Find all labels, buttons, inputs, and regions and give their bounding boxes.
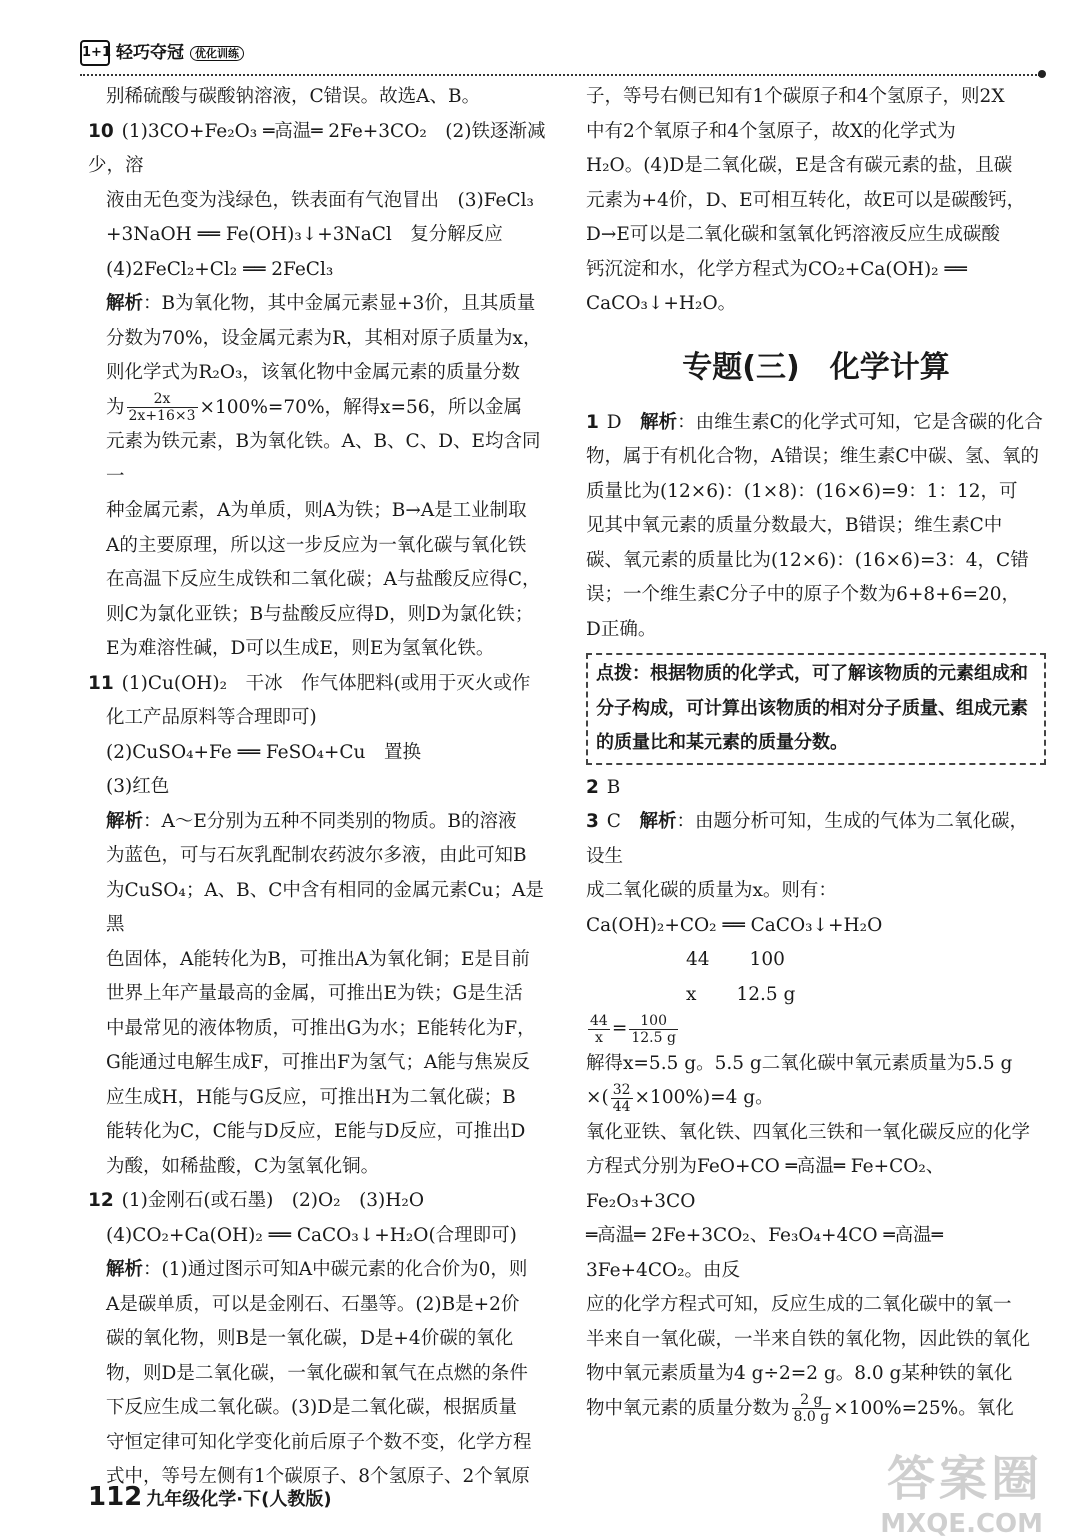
text-line: A是碳单质，可以是金刚石、石墨等。(2)B是+2价: [106, 1293, 520, 1315]
text-line: H₂O。(4)D是二氧化碳，E是含有碳元素的盐，且碳: [586, 155, 1013, 176]
calc-value: x: [686, 983, 697, 1005]
question-1: [586, 406, 1046, 441]
logo-mark: 1+1: [80, 40, 110, 66]
text-line: 方程式分别为FeO+CO ═高温═ Fe+CO₂、Fe₂O₃+3CO: [586, 1156, 945, 1212]
text-line: 成二氧化碳的质量为x。则有：: [586, 880, 837, 901]
text-line: 则C为氯化亚铁；B与盐酸反应得D，则D为氯化铁；: [106, 603, 534, 625]
text-line: 则化学式为R₂O₃，该氧化物中金属元素的质量分数: [106, 362, 520, 383]
text-line: 为蓝色，可与石灰乳配制农药波尔多液，由此可知B: [106, 845, 527, 866]
page-footer: [88, 1482, 332, 1512]
text-line: 式中，等号左侧有1个碳原子、8个氢原子、2个氧原: [106, 1466, 530, 1487]
analysis-label: 解析: [640, 411, 678, 433]
text-line: (3)红色: [106, 776, 170, 797]
text-line: 中最常见的液体物质，可推出G为水；E能转化为F，: [106, 1017, 536, 1039]
analysis-line: [88, 805, 548, 840]
brand-logo: [80, 38, 244, 66]
fraction: [127, 391, 198, 424]
text-line: (4)2FeCl₂+Cl₂ ══ 2FeCl₃: [106, 258, 334, 280]
text-line: 应生成H，H能与G反应，可推出H为二氧化碳；B: [106, 1086, 516, 1108]
text-line: 物，则D是二氧化碳，一氧化碳和氧气在点燃的条件: [106, 1362, 528, 1384]
denominator: 8.0 g: [793, 1409, 830, 1425]
analysis-label: 解析: [639, 811, 677, 832]
text-line: 为CuSO₄；A、B、C中含有相同的金属元素Cu；A是黑: [106, 879, 544, 935]
text-line: (4)CO₂+Ca(OH)₂ ══ CaCO₃↓+H₂O(合理即可): [106, 1224, 517, 1246]
left-column: [88, 80, 548, 1495]
denominator: 2x+16×3: [128, 408, 196, 424]
answer-choice: D: [606, 411, 622, 433]
text-line: 物，属于有机化合物，A错误；维生素C中碳、氢、氧的: [586, 446, 1040, 467]
text-line: 能转化为C，C能与D反应，E能与D反应，可推出D: [106, 1121, 526, 1142]
text-line: D→E可以是二氧化碳和氢氧化钙溶液反应生成碳酸: [586, 224, 1000, 245]
mass-row: [586, 978, 1046, 1013]
logo-text: 轻巧夺冠: [116, 43, 184, 63]
text-span: ：(1)通过图示可知A中碳元素的化合价为0，则: [143, 1259, 528, 1280]
numerator: 100: [629, 1013, 678, 1030]
denominator: x: [594, 1029, 603, 1046]
question-number: 2: [586, 776, 599, 798]
watermark-text: 答案圈: [886, 1451, 1043, 1507]
text-line: 见其中氧元素的质量分数最大，B错误；维生素C中: [586, 515, 1003, 536]
analysis-label: 解析: [106, 293, 144, 314]
text-line: (1)金刚石(或石墨) (2)O₂ (3)H₂O: [121, 1190, 424, 1211]
molar-mass-row: [586, 943, 1046, 978]
logo-sub: 优化训练: [190, 46, 244, 61]
text-line: 世界上年产量最高的金属，可推出E为铁；G是生活: [106, 983, 523, 1004]
text-line: E为难溶性碱，D可以生成E，则E为氢氧化铁。: [106, 638, 495, 659]
watermark: [880, 1440, 1043, 1539]
header-rule: [80, 74, 1040, 76]
analysis-label: 解析: [106, 810, 144, 832]
text-span: ：由题分析可知，生成的气体为二氧化碳，设生: [586, 811, 1028, 867]
text-line: 子，等号右侧已知有1个碳原子和4个氢原子，则2X: [586, 86, 1005, 107]
fraction: [629, 1013, 678, 1046]
question-number: 11: [88, 672, 114, 694]
analysis-line: [88, 1253, 548, 1288]
chemical-equation: Ca(OH)₂+CO₂ ══ CaCO₃↓+H₂O: [586, 914, 883, 936]
text-line: +3NaOH ══ Fe(OH)₃↓+3NaCl 复分解反应: [106, 224, 503, 245]
text-span: 物中氧元素的质量分数为: [586, 1397, 790, 1419]
fraction: [588, 1013, 610, 1046]
watermark-url: MXQE.COM: [880, 1509, 1043, 1539]
text-line: 钙沉淀和水，化学方程式为CO₂+Ca(OH)₂ ══: [586, 258, 967, 280]
text-line: 质量比为(12×6)：(1×8)：(16×6)=9：1：12，可: [586, 480, 1018, 502]
text-line: D正确。: [586, 618, 657, 640]
numerator: 44: [590, 1012, 608, 1029]
text-line: (2)CuSO₄+Fe ══ FeSO₄+Cu 置换: [106, 741, 421, 763]
page-number: 112: [88, 1482, 143, 1512]
text-line: 别稀硫酸与碳酸钠溶液，C错误。故选A、B。: [106, 86, 481, 107]
text-line: 元素为+4价，D、E可相互转化，故E可以是碳酸钙，: [586, 189, 1026, 211]
text-line: A的主要原理，所以这一步反应为一氧化碳与氧化铁: [106, 534, 527, 556]
text-line: 碳的氧化物，则B是一氧化碳，D是+4价碳的氧化: [106, 1328, 514, 1349]
text-line: 分数为70%，设金属元素为R，其相对原子质量为x，: [106, 327, 542, 349]
text-span: ×100%=70%，解得x=56，所以金属: [199, 396, 523, 418]
text-line: 液由无色变为浅绿色，铁表面有气泡冒出 (3)FeCl₃: [106, 189, 534, 211]
question-10: [88, 115, 548, 184]
ratio-line: $\frac{44}{x}$ = $\frac{100}{12.5 g}$: [590, 1012, 676, 1046]
fraction: [792, 1392, 832, 1425]
formula-line: [586, 1081, 1046, 1116]
tip-box: 点拨：根据物质的化学式，可了解该物质的元素组成和分子构成，可计算出该物质的相对分子质量、组成元素的质量比和某元素的质量分数。: [586, 653, 1046, 765]
denominator: 12.5 g: [631, 1029, 676, 1046]
section-title: 专题(三) 化学计算: [682, 349, 950, 385]
question-3: [586, 805, 1046, 874]
fraction: [611, 1082, 633, 1115]
page-header: [80, 38, 1050, 78]
analysis-line: [88, 287, 548, 322]
text-line: (1)Cu(OH)₂ 干冰 作气体肥料(或用于灭火或作: [121, 672, 531, 694]
question-11: [88, 667, 548, 702]
text-line: 在高温下反应生成铁和二氧化碳；A与盐酸反应得C，: [106, 569, 541, 590]
text-line: CaCO₃↓+H₂O。: [586, 293, 737, 314]
text-line: 下反应生成二氧化碳。(3)D是二氧化碳，根据质量: [106, 1397, 518, 1418]
text-span: ×100%=25%。氧化: [833, 1397, 1014, 1419]
question-number: 3: [586, 811, 599, 832]
text-span: ×100%)=4 g。: [634, 1087, 774, 1108]
answer-choice: B: [606, 776, 621, 798]
right-column: [586, 80, 1046, 1426]
footer-text: 九年级化学·下(人教版): [146, 1489, 332, 1510]
text-span: ：A～E分别为五种不同类别的物质。B的溶液: [143, 810, 517, 832]
calc-value: 12.5 g: [736, 983, 796, 1005]
formula-line: [586, 1392, 1046, 1427]
text-line: 半来自一氧化碳，一半来自铁的氧化物，因此铁的氧化: [586, 1328, 1031, 1350]
text-line: 应的化学方程式可知，反应生成的二氧化碳中的氧一: [586, 1294, 1012, 1315]
text-line: 为酸，如稀盐酸，C为氢氧化铜。: [106, 1155, 380, 1177]
answer-choice: C: [606, 811, 621, 832]
text-line: 色固体，A能转化为B，可推出A为氧化铜；E是目前: [106, 948, 530, 970]
text-line: (1)3CO+Fe₂O₃ ═高温═ 2Fe+3CO₂ (2)铁逐渐减少，溶: [88, 120, 546, 176]
calc-value: 100: [749, 949, 785, 970]
text-line: 元素为铁元素，B为氧化铁。A、B、C、D、E均含同一: [106, 431, 541, 487]
numerator: 32: [612, 1081, 631, 1098]
question-number: 12: [88, 1190, 114, 1211]
question-number: 1: [586, 411, 599, 433]
text-line: ═高温═ 2Fe+3CO₂、Fe₃O₄+4CO ═高温═ 3Fe+4CO₂。由反: [586, 1225, 943, 1281]
text-line: 物中氧元素质量为4 g÷2=2 g。8.0 g某种铁的氧化: [586, 1363, 1013, 1384]
text-line: 误；一个维生素C分子中的原子个数为6+8+6=20，: [586, 584, 1021, 605]
text-line: G能通过电解生成F，可推出F为氢气；A能与焦炭反: [106, 1052, 530, 1073]
text-line: 碳、氧元素的质量比为(12×6)：(16×6)=3：4，C错: [586, 549, 1029, 571]
denominator: 44: [612, 1098, 631, 1115]
question-12: [88, 1184, 548, 1219]
analysis-label: 解析: [106, 1259, 144, 1280]
numerator: 2 g: [792, 1392, 832, 1409]
text-line: 守恒定律可知化学变化前后原子个数不变，化学方程: [106, 1431, 532, 1453]
text-line: 中有2个氧原子和4个氢原子，故X的化学式为: [586, 120, 956, 142]
text-span: ：B为氧化物，其中金属元素显+3价，且其质量: [143, 293, 536, 314]
text-span: ×(: [586, 1087, 609, 1108]
header-rule-dot: [1038, 70, 1046, 78]
calc-value: 44: [686, 949, 710, 970]
formula-line: [88, 391, 548, 426]
text-line: 氧化亚铁、氧化铁、四氧化三铁和一氧化碳反应的化学: [586, 1121, 1031, 1143]
text-span: ：由维生素C的化学式可知，它是含碳的化合: [677, 411, 1043, 433]
question-2: [586, 771, 1046, 806]
text-line: 解得x=5.5 g。5.5 g二氧化碳中氧元素质量为5.5 g: [586, 1052, 1013, 1074]
numerator: 2x: [127, 391, 198, 408]
text-span: 为: [106, 396, 125, 418]
text-line: 种金属元素，A为单质，则A为铁；B→A是工业制取: [106, 500, 527, 521]
text-line: 化工产品原料等合理即可): [106, 707, 317, 728]
question-number: 10: [88, 120, 114, 142]
